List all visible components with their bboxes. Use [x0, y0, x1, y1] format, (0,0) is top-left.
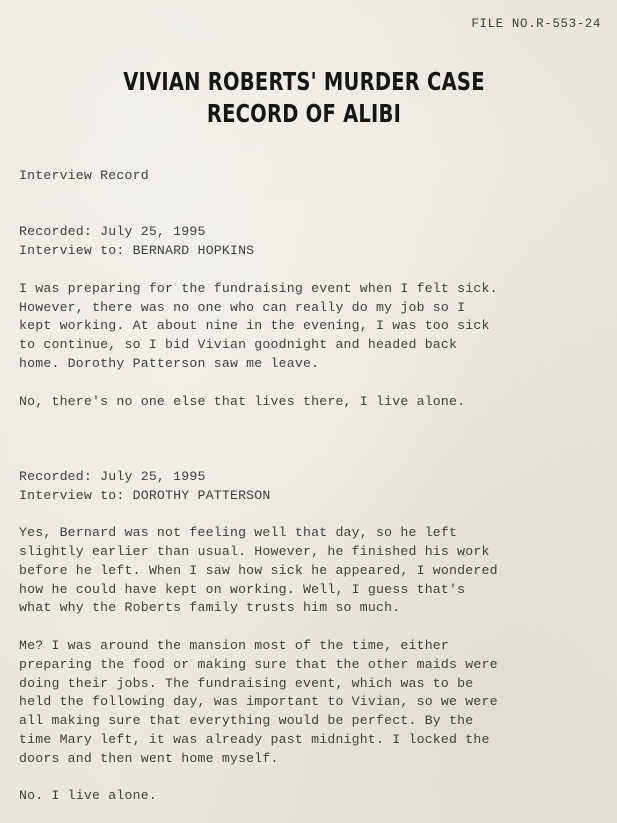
statement-line: Yes, Bernard was not feeling well that day, so he left [19, 525, 458, 541]
statement-line: how he could have kept on working. Well, I guess that's [19, 581, 466, 597]
statement-line: Me? I was around the mansion most of the time, either [19, 637, 450, 653]
statement-line: doing their jobs. The fundraising event, which was to be [19, 675, 474, 691]
statement-line: I was preparing for the fundraising event when I felt sick. [19, 280, 498, 296]
statement-line: home. Dorothy Patterson saw me leave. [19, 355, 320, 371]
recorded-date: Recorded: July 25, 1995 [19, 468, 206, 484]
statement-line: No. I live alone. [19, 788, 157, 804]
statement-line: to continue, so I bid Vivian goodnight and headed back [19, 337, 458, 353]
interview-dorothy [19, 468, 609, 806]
statement-paragraph [19, 393, 609, 412]
statement-paragraph [19, 280, 609, 374]
statement-line: No, there's no one else that lives there, I live alone. [19, 393, 466, 409]
statement-line: what why the Roberts family trusts him so much. [19, 600, 401, 616]
section-heading: Interview Record [19, 168, 149, 183]
statement-paragraph [19, 524, 609, 618]
statement-line: held the following day, was important to Vivian, so we were [19, 694, 498, 710]
statement-line: However, there was no one who can really do my job so I [19, 299, 466, 315]
recorded-date: Recorded: July 25, 1995 [19, 224, 206, 240]
interview-bernard [19, 223, 609, 411]
interviewee: Interview to: DOROTHY PATTERSON [19, 487, 271, 503]
document-body [19, 167, 609, 806]
statement-line: slightly earlier than usual. However, he finished his work [19, 543, 490, 559]
statement-paragraph [19, 637, 609, 769]
statement-line: kept working. At about nine in the evening, I was too sick [19, 318, 490, 334]
interviewee: Interview to: BERNARD HOPKINS [19, 243, 255, 259]
statement-line: doors and then went home myself. [19, 750, 279, 766]
file-number: FILE NO.R-553-24 [471, 17, 601, 31]
document-title [63, 66, 544, 130]
title-line-1: VIVIAN ROBERTS' MURDER CASE [123, 67, 485, 96]
statement-line: time Mary left, it was already past midnight. I locked the [19, 731, 490, 747]
statement-line: preparing the food or making sure that the other maids were [19, 656, 498, 672]
statement-line: all making sure that everything would be perfect. By the [19, 713, 474, 729]
statement-paragraph [19, 787, 609, 806]
title-line-2: RECORD OF ALIBI [206, 99, 402, 128]
statement-line: before he left. When I saw how sick he appeared, I wondered [19, 562, 498, 578]
